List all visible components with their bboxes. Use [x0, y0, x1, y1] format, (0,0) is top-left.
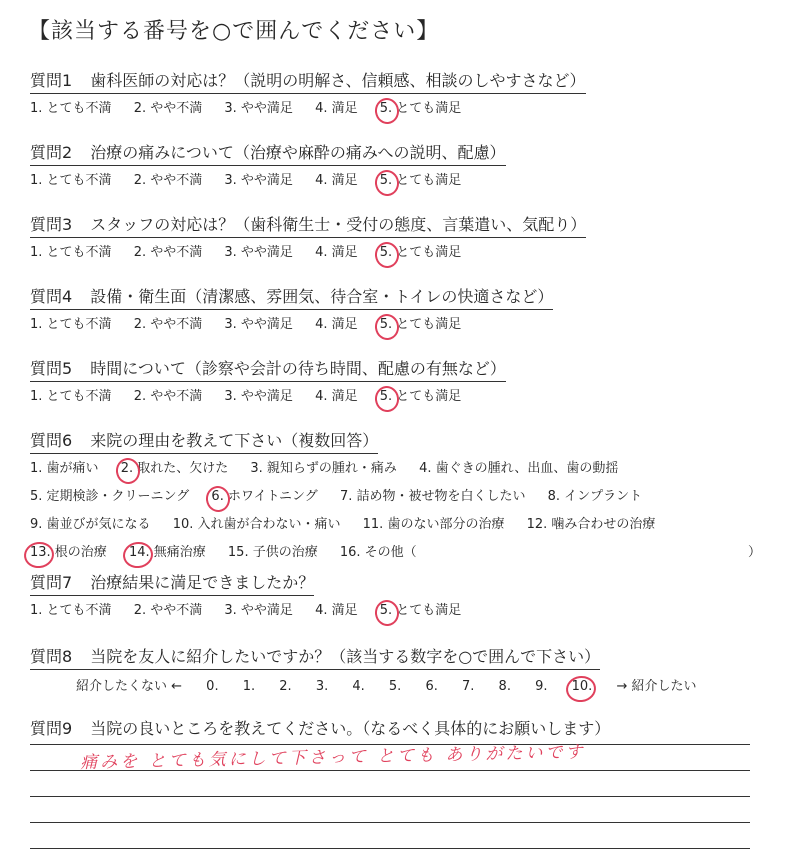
option-5[interactable]: 5. とても満足 [380, 312, 462, 338]
option-1[interactable]: 1. とても不満 [30, 101, 112, 116]
answer-options [30, 312, 790, 338]
question-number: 質問1 [30, 71, 73, 90]
reason-option[interactable]: 9. 歯並びが気になる [30, 517, 151, 532]
reason-option[interactable]: 11. 歯のない部分の治療 [362, 517, 505, 532]
scale-option[interactable]: 4. [352, 679, 365, 694]
scale-option[interactable]: 8. [498, 679, 511, 694]
question-heading [30, 358, 506, 382]
question-number: 質問9 [30, 719, 73, 738]
scale-option[interactable]: 7. [462, 679, 475, 694]
answer-options [30, 384, 790, 410]
scale-option[interactable]: 3. [315, 679, 329, 694]
option-4[interactable]: 4. 満足 [315, 173, 358, 188]
option-2[interactable]: 2. やや不満 [133, 317, 203, 332]
option-3[interactable]: 3. やや満足 [224, 317, 293, 332]
option-2[interactable]: 2. やや不満 [133, 245, 203, 260]
question-heading [30, 142, 506, 166]
question-6 [30, 430, 790, 566]
option-4[interactable]: 4. 満足 [315, 603, 358, 618]
question-text: 時間について（診察や会計の待ち時間、配慮の有無など） [90, 359, 506, 378]
option-1[interactable]: 1. とても不満 [30, 389, 112, 404]
option-1[interactable]: 1. とても不満 [30, 603, 112, 618]
reason-row-4 [30, 540, 790, 566]
option-5[interactable]: 5. とても満足 [380, 240, 462, 266]
question-text: 治療結果に満足できましたか？ [90, 573, 315, 592]
question-heading [30, 214, 586, 238]
page-title: 【該当する番号を○で囲んでください】 [28, 19, 440, 44]
option-5[interactable]: 5. とても満足 [380, 96, 462, 122]
question-heading [30, 286, 553, 310]
question-number: 質問6 [30, 431, 73, 450]
scale-option[interactable]: 9. [535, 679, 548, 694]
question-3 [30, 214, 790, 266]
question-heading [30, 646, 600, 670]
reason-option-other[interactable]: 16. その他（ [339, 545, 417, 560]
reason-option[interactable]: 7. 詰め物・被せ物を白くしたい [339, 489, 526, 504]
question-heading [30, 718, 610, 741]
question-number: 質問7 [30, 573, 73, 592]
reason-option[interactable]: 8. インプラント [547, 489, 643, 504]
reason-option[interactable]: 10. 入れ歯が合わない・痛い [172, 517, 341, 532]
question-heading [30, 70, 586, 94]
question-text: 治療の痛みについて（治療や麻酔の痛みへの説明、配慮） [90, 143, 506, 162]
reason-row-2 [30, 484, 790, 510]
question-text: 当院の良いところを教えてください。（なるべく具体的にお願いします） [90, 719, 611, 738]
option-2[interactable]: 2. やや不満 [133, 101, 203, 116]
reason-option[interactable]: 3. 親知らずの腫れ・痛み [250, 461, 397, 476]
option-5[interactable]: 5. とても満足 [380, 168, 462, 194]
reason-row-3 [30, 512, 790, 538]
answer-line [30, 796, 750, 797]
answer-line [30, 848, 750, 849]
reason-option[interactable]: 12. 噛み合わせの治療 [526, 517, 656, 532]
question-5 [30, 358, 790, 410]
reason-option[interactable]: 6. ホワイトニング [211, 484, 317, 510]
question-4 [30, 286, 790, 338]
option-1[interactable]: 1. とても不満 [30, 245, 112, 260]
option-3[interactable]: 3. やや満足 [224, 603, 293, 618]
answer-options [30, 96, 790, 122]
option-4[interactable]: 4. 満足 [315, 101, 358, 116]
question-heading [30, 572, 314, 596]
recommend-scale [30, 674, 790, 700]
reason-option[interactable]: 14. 無痛治療 [129, 540, 206, 566]
option-3[interactable]: 3. やや満足 [224, 389, 293, 404]
option-5[interactable]: 5. とても満足 [380, 598, 462, 624]
option-3[interactable]: 3. やや満足 [224, 101, 293, 116]
reason-option[interactable]: 5. 定期検診・クリーニング [30, 489, 190, 504]
other-close-paren: ） [748, 545, 762, 560]
option-3[interactable]: 3. やや満足 [224, 245, 293, 260]
scale-option[interactable]: 2. [279, 679, 292, 694]
option-4[interactable]: 4. 満足 [315, 389, 358, 404]
answer-options [30, 598, 790, 624]
option-2[interactable]: 2. やや不満 [133, 603, 203, 618]
question-9 [30, 718, 790, 741]
scale-option[interactable]: 0. [206, 679, 219, 694]
option-5[interactable]: 5. とても満足 [380, 384, 462, 410]
question-number: 質問8 [30, 647, 73, 666]
question-number: 質問3 [30, 215, 73, 234]
option-4[interactable]: 4. 満足 [315, 317, 358, 332]
option-1[interactable]: 1. とても不満 [30, 317, 112, 332]
scale-option-selected[interactable]: 10. [572, 674, 593, 700]
reason-option[interactable]: 4. 歯ぐきの腫れ、出血、歯の動揺 [419, 461, 619, 476]
option-3[interactable]: 3. やや満足 [224, 173, 293, 188]
scale-option[interactable]: 1. [242, 679, 256, 694]
scale-right-label: → 紹介したい [616, 679, 697, 694]
reason-option[interactable]: 15. 子供の治療 [227, 545, 318, 560]
option-2[interactable]: 2. やや不満 [133, 389, 203, 404]
question-8 [30, 646, 790, 700]
answer-options [30, 240, 790, 266]
question-text: 設備・衛生面（清潔感、雰囲気、待合室・トイレの快適さなど） [90, 287, 554, 306]
reason-option[interactable]: 1. 歯が痛い [30, 461, 99, 476]
reason-row-1 [30, 456, 790, 482]
question-2 [30, 142, 790, 194]
question-text: 当院を友人に紹介したいですか？（該当する数字を○で囲んで下さい） [90, 647, 601, 666]
question-heading [30, 430, 378, 454]
question-7 [30, 572, 790, 624]
option-2[interactable]: 2. やや不満 [133, 173, 203, 188]
option-4[interactable]: 4. 満足 [315, 245, 358, 260]
option-1[interactable]: 1. とても不満 [30, 173, 112, 188]
answer-options [30, 168, 790, 194]
answer-line [30, 822, 750, 823]
scale-option[interactable]: 5. [388, 679, 402, 694]
reason-option[interactable]: 2. 取れた、欠けた [121, 456, 229, 482]
question-number: 質問4 [30, 287, 73, 306]
question-text: 来院の理由を教えて下さい（複数回答） [90, 431, 379, 450]
reason-option[interactable]: 13. 根の治療 [30, 540, 107, 566]
question-1 [30, 70, 790, 122]
question-number: 質問5 [30, 359, 73, 378]
question-text: スタッフの対応は？（歯科衛生士・受付の態度、言葉遣い、気配り） [90, 215, 587, 234]
question-text: 歯科医師の対応は？（説明の明解さ、信頼感、相談のしやすさなど） [90, 71, 586, 90]
handwritten-answer: 痛みを とても気にして下さって とても ありがたいです [80, 742, 586, 773]
scale-option[interactable]: 6. [425, 679, 438, 694]
question-number: 質問2 [30, 143, 73, 162]
scale-left-label: 紹介したくない ← [76, 679, 183, 694]
